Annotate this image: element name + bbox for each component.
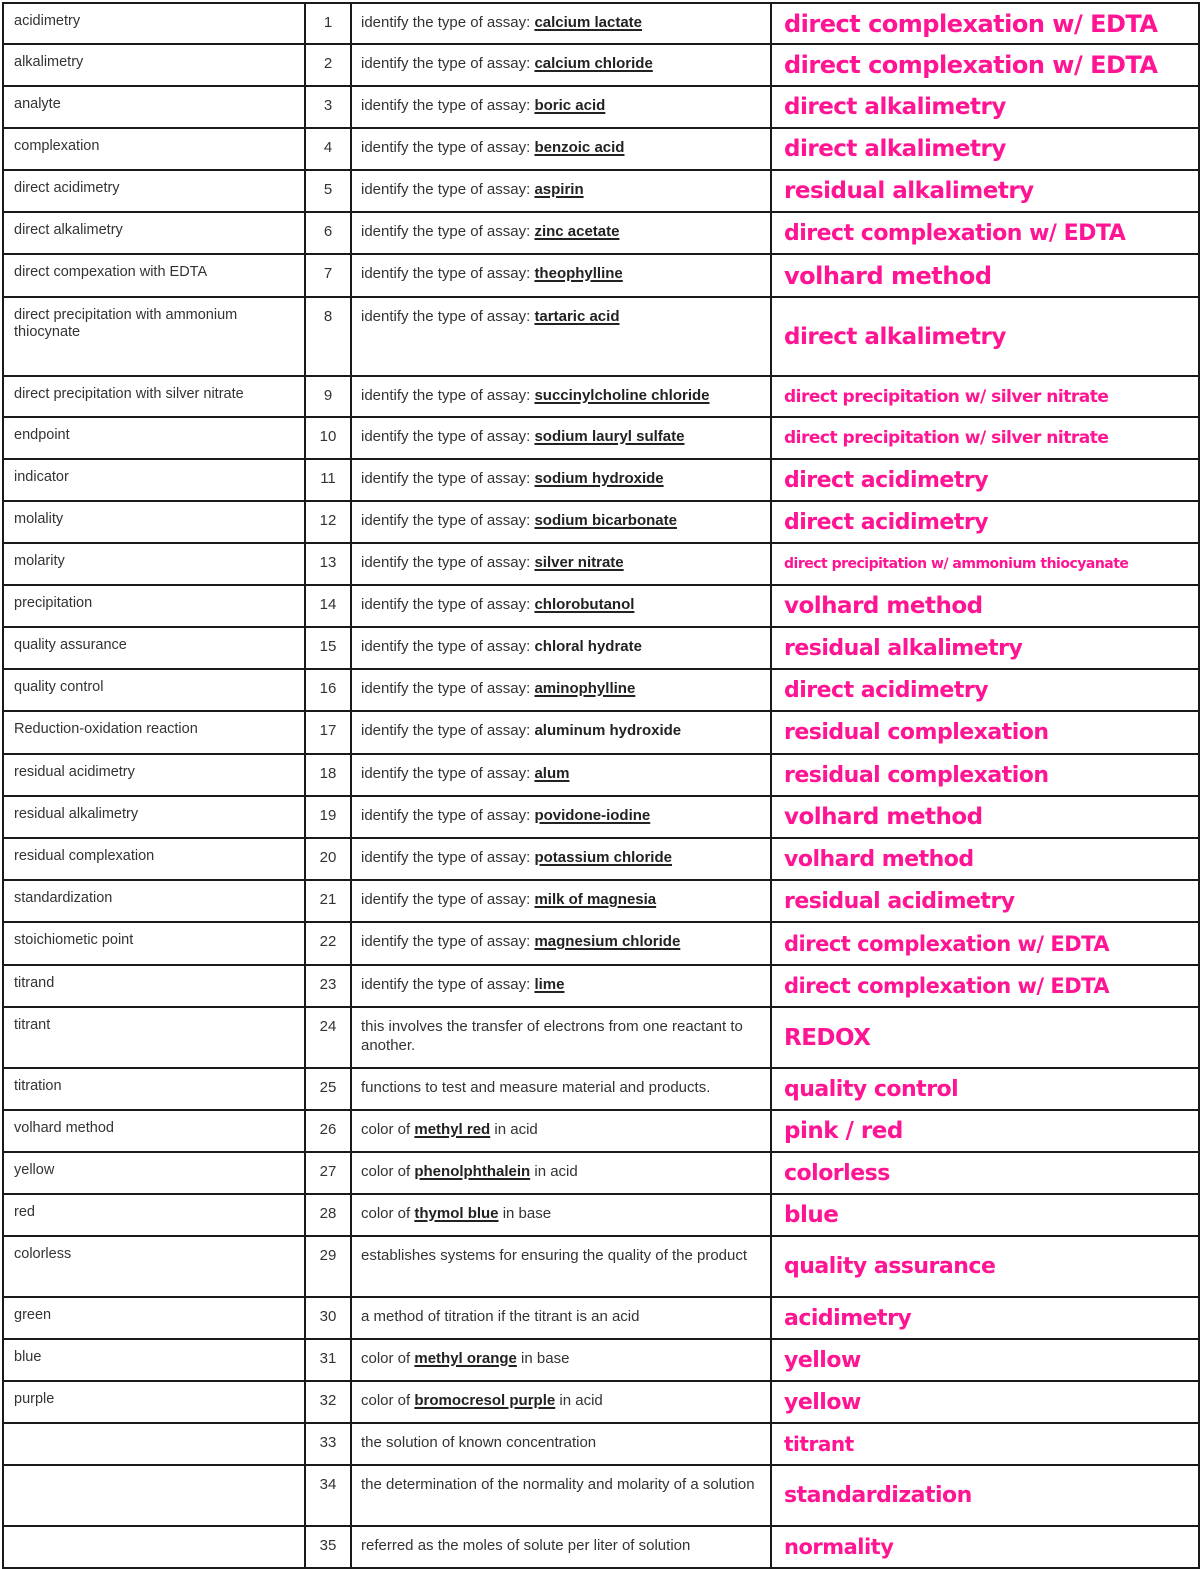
number-cell: 30	[305, 1297, 351, 1339]
question-text: identify the type of assay:	[361, 554, 535, 571]
table-row	[3, 838, 1199, 880]
question-keyword: lime	[534, 976, 565, 993]
question-keyword: sodium bicarbonate	[534, 512, 677, 529]
number-cell: 17	[305, 711, 351, 754]
table-row	[3, 86, 1199, 128]
handwritten-answer: direct alkalimetry	[771, 86, 1199, 128]
number-cell: 27	[305, 1152, 351, 1194]
question-text: color of	[361, 1121, 415, 1138]
question-suffix: in base	[516, 1350, 570, 1367]
question-keyword: benzoic acid	[534, 139, 625, 156]
handwritten-answer: quality control	[771, 1068, 1199, 1110]
question-keyword: sodium lauryl sulfate	[534, 428, 685, 445]
table-row	[3, 880, 1199, 922]
question-keyword: succinylcholine chloride	[534, 387, 710, 404]
question-suffix: in acid	[555, 1392, 603, 1409]
question-cell	[351, 1526, 771, 1568]
question-text: identify the type of assay:	[361, 14, 535, 31]
question-keyword: silver nitrate	[534, 554, 624, 571]
question-cell	[351, 417, 771, 459]
handwritten-answer: yellow	[771, 1381, 1199, 1423]
question-keyword: aspirin	[534, 181, 584, 198]
question-cell	[351, 44, 771, 86]
table-row	[3, 3, 1199, 44]
question-cell	[351, 170, 771, 212]
handwritten-answer: volhard method	[771, 796, 1199, 838]
table-row	[3, 417, 1199, 459]
question-cell	[351, 1297, 771, 1339]
question-text: identify the type of assay:	[361, 387, 535, 404]
handwritten-answer: titrant	[771, 1423, 1199, 1465]
handwritten-answer: yellow	[771, 1339, 1199, 1381]
question-cell	[351, 212, 771, 254]
question-cell	[351, 543, 771, 585]
handwritten-answer: direct precipitation w/ ammonium thiocyanate	[771, 543, 1199, 585]
term-cell: titrand	[3, 965, 305, 1007]
question-text: identify the type of assay:	[361, 470, 535, 487]
term-cell: stoichiometic point	[3, 922, 305, 965]
number-cell: 1	[305, 3, 351, 44]
table-row	[3, 754, 1199, 796]
question-cell	[351, 711, 771, 754]
handwritten-answer: direct complexation w/ EDTA	[771, 965, 1199, 1007]
table-row	[3, 212, 1199, 254]
question-cell	[351, 1465, 771, 1526]
table-row	[3, 170, 1199, 212]
number-cell: 8	[305, 297, 351, 376]
handwritten-answer: direct precipitation w/ silver nitrate	[771, 376, 1199, 417]
number-cell: 13	[305, 543, 351, 585]
question-cell	[351, 459, 771, 501]
term-cell	[3, 1465, 305, 1526]
number-cell: 24	[305, 1007, 351, 1068]
question-text: color of	[361, 1205, 415, 1222]
question-text: identify the type of assay:	[361, 265, 535, 282]
number-cell: 3	[305, 86, 351, 128]
question-text: establishes systems for ensuring the quality of the product	[361, 1247, 748, 1264]
question-text: identify the type of assay:	[361, 97, 535, 114]
table-row	[3, 796, 1199, 838]
table-row	[3, 922, 1199, 965]
handwritten-answer: residual alkalimetry	[771, 170, 1199, 212]
question-keyword: aluminum hydroxide	[534, 722, 682, 739]
table-row	[3, 501, 1199, 543]
table-row	[3, 1007, 1199, 1068]
question-keyword: aminophylline	[534, 680, 636, 697]
question-text: identify the type of assay:	[361, 722, 535, 739]
question-keyword: chloral hydrate	[534, 638, 642, 655]
term-cell: analyte	[3, 86, 305, 128]
question-text: identify the type of assay:	[361, 891, 535, 908]
number-cell: 18	[305, 754, 351, 796]
number-cell: 32	[305, 1381, 351, 1423]
handwritten-answer: direct acidimetry	[771, 459, 1199, 501]
question-text: identify the type of assay:	[361, 139, 535, 156]
question-cell	[351, 501, 771, 543]
question-keyword: chlorobutanol	[534, 596, 635, 613]
question-text: identify the type of assay:	[361, 512, 535, 529]
term-cell: red	[3, 1194, 305, 1236]
table-row	[3, 711, 1199, 754]
term-cell: quality assurance	[3, 627, 305, 669]
number-cell: 25	[305, 1068, 351, 1110]
table-row	[3, 254, 1199, 297]
handwritten-answer: residual complexation	[771, 711, 1199, 754]
question-suffix: in acid	[530, 1163, 578, 1180]
table-row	[3, 1297, 1199, 1339]
question-text: color of	[361, 1163, 415, 1180]
table-row	[3, 376, 1199, 417]
table-row	[3, 44, 1199, 86]
handwritten-answer: volhard method	[771, 254, 1199, 297]
question-keyword: phenolphthalein	[414, 1163, 531, 1180]
table-row	[3, 543, 1199, 585]
number-cell: 14	[305, 585, 351, 627]
question-text: identify the type of assay:	[361, 680, 535, 697]
question-keyword: potassium chloride	[534, 849, 672, 866]
table-row	[3, 1110, 1199, 1152]
question-cell	[351, 297, 771, 376]
question-suffix: in acid	[490, 1121, 538, 1138]
handwritten-answer: standardization	[771, 1465, 1199, 1526]
question-cell	[351, 965, 771, 1007]
number-cell: 28	[305, 1194, 351, 1236]
handwritten-answer: volhard method	[771, 585, 1199, 627]
question-text: color of	[361, 1350, 415, 1367]
number-cell: 20	[305, 838, 351, 880]
term-cell: blue	[3, 1339, 305, 1381]
handwritten-answer: residual complexation	[771, 754, 1199, 796]
table-row	[3, 585, 1199, 627]
question-text: identify the type of assay:	[361, 765, 535, 782]
term-cell: Reduction-oxidation reaction	[3, 711, 305, 754]
table-row	[3, 1465, 1199, 1526]
question-cell	[351, 86, 771, 128]
handwritten-answer: residual acidimetry	[771, 880, 1199, 922]
table-row	[3, 627, 1199, 669]
question-cell	[351, 669, 771, 711]
question-cell	[351, 3, 771, 44]
term-cell: standardization	[3, 880, 305, 922]
handwritten-answer: direct complexation w/ EDTA	[771, 212, 1199, 254]
table-row	[3, 1152, 1199, 1194]
number-cell: 34	[305, 1465, 351, 1526]
question-keyword: methyl red	[414, 1121, 491, 1138]
table-row	[3, 1339, 1199, 1381]
question-keyword: methyl orange	[414, 1350, 517, 1367]
number-cell: 29	[305, 1236, 351, 1297]
term-cell: precipitation	[3, 585, 305, 627]
term-cell: indicator	[3, 459, 305, 501]
question-keyword: theophylline	[534, 265, 623, 282]
worksheet-body	[3, 3, 1199, 1568]
number-cell: 31	[305, 1339, 351, 1381]
question-text: identify the type of assay:	[361, 428, 535, 445]
table-row	[3, 297, 1199, 376]
handwritten-answer: residual alkalimetry	[771, 627, 1199, 669]
term-cell: residual acidimetry	[3, 754, 305, 796]
question-cell	[351, 796, 771, 838]
term-cell: purple	[3, 1381, 305, 1423]
question-keyword: bromocresol purple	[414, 1392, 556, 1409]
question-cell	[351, 922, 771, 965]
term-cell	[3, 1526, 305, 1568]
table-row	[3, 1068, 1199, 1110]
question-text: this involves the transfer of electrons from one reactant to another.	[361, 1018, 743, 1054]
table-row	[3, 1423, 1199, 1465]
question-text: identify the type of assay:	[361, 55, 535, 72]
number-cell: 19	[305, 796, 351, 838]
question-cell	[351, 1423, 771, 1465]
term-cell: direct precipitation with silver nitrate	[3, 376, 305, 417]
question-keyword: alum	[534, 765, 570, 782]
question-text: identify the type of assay:	[361, 638, 535, 655]
question-cell	[351, 585, 771, 627]
question-keyword: tartaric acid	[534, 308, 620, 325]
question-cell	[351, 1381, 771, 1423]
term-cell: colorless	[3, 1236, 305, 1297]
question-text: color of	[361, 1392, 415, 1409]
term-cell: alkalimetry	[3, 44, 305, 86]
question-cell	[351, 1152, 771, 1194]
term-cell: direct alkalimetry	[3, 212, 305, 254]
question-text: identify the type of assay:	[361, 308, 535, 325]
question-text: identify the type of assay:	[361, 596, 535, 613]
term-cell: residual alkalimetry	[3, 796, 305, 838]
question-cell	[351, 1110, 771, 1152]
question-text: identify the type of assay:	[361, 849, 535, 866]
number-cell: 21	[305, 880, 351, 922]
number-cell: 7	[305, 254, 351, 297]
handwritten-answer: direct alkalimetry	[771, 128, 1199, 170]
question-text: identify the type of assay:	[361, 807, 535, 824]
term-cell: volhard method	[3, 1110, 305, 1152]
question-text: functions to test and measure material and products.	[361, 1079, 711, 1096]
question-cell	[351, 1339, 771, 1381]
term-cell: direct compexation with EDTA	[3, 254, 305, 297]
question-keyword: zinc acetate	[534, 223, 620, 240]
term-cell: yellow	[3, 1152, 305, 1194]
handwritten-answer: blue	[771, 1194, 1199, 1236]
number-cell: 9	[305, 376, 351, 417]
question-text: identify the type of assay:	[361, 181, 535, 198]
number-cell: 5	[305, 170, 351, 212]
question-keyword: boric acid	[534, 97, 606, 114]
number-cell: 4	[305, 128, 351, 170]
handwritten-answer: direct complexation w/ EDTA	[771, 922, 1199, 965]
term-cell: molality	[3, 501, 305, 543]
number-cell: 23	[305, 965, 351, 1007]
term-cell: direct acidimetry	[3, 170, 305, 212]
question-text: the determination of the normality and molarity of a solution	[361, 1476, 755, 1493]
question-keyword: calcium chloride	[534, 55, 653, 72]
table-row	[3, 669, 1199, 711]
question-text: identify the type of assay:	[361, 976, 535, 993]
handwritten-answer: quality assurance	[771, 1236, 1199, 1297]
term-cell: titrant	[3, 1007, 305, 1068]
number-cell: 33	[305, 1423, 351, 1465]
question-text: a method of titration if the titrant is an acid	[361, 1308, 640, 1325]
term-cell: titration	[3, 1068, 305, 1110]
question-cell	[351, 376, 771, 417]
question-keyword: calcium lactate	[534, 14, 642, 31]
number-cell: 11	[305, 459, 351, 501]
table-row	[3, 1236, 1199, 1297]
question-keyword: thymol blue	[414, 1205, 499, 1222]
handwritten-answer: REDOX	[771, 1007, 1199, 1068]
table-row	[3, 1194, 1199, 1236]
number-cell: 6	[305, 212, 351, 254]
number-cell: 22	[305, 922, 351, 965]
table-row	[3, 459, 1199, 501]
handwritten-answer: direct complexation w/ EDTA	[771, 3, 1199, 44]
term-cell: green	[3, 1297, 305, 1339]
term-cell: complexation	[3, 128, 305, 170]
question-text: referred as the moles of solute per liter of solution	[361, 1537, 691, 1554]
number-cell: 15	[305, 627, 351, 669]
number-cell: 2	[305, 44, 351, 86]
question-cell	[351, 128, 771, 170]
question-cell	[351, 838, 771, 880]
term-cell: endpoint	[3, 417, 305, 459]
number-cell: 16	[305, 669, 351, 711]
question-cell	[351, 254, 771, 297]
number-cell: 10	[305, 417, 351, 459]
handwritten-answer: direct acidimetry	[771, 501, 1199, 543]
table-row	[3, 965, 1199, 1007]
number-cell: 26	[305, 1110, 351, 1152]
handwritten-answer: volhard method	[771, 838, 1199, 880]
handwritten-answer: direct complexation w/ EDTA	[771, 44, 1199, 86]
question-keyword: milk of magnesia	[534, 891, 657, 908]
question-text: identify the type of assay:	[361, 223, 535, 240]
term-cell: direct precipitation with ammonium thiocynate	[3, 297, 305, 376]
question-text: identify the type of assay:	[361, 933, 535, 950]
handwritten-answer: colorless	[771, 1152, 1199, 1194]
question-cell	[351, 1068, 771, 1110]
question-cell	[351, 754, 771, 796]
term-cell: residual complexation	[3, 838, 305, 880]
question-cell	[351, 627, 771, 669]
term-cell: quality control	[3, 669, 305, 711]
question-keyword: povidone-iodine	[534, 807, 651, 824]
question-text: the solution of known concentration	[361, 1434, 597, 1451]
number-cell: 35	[305, 1526, 351, 1568]
question-cell	[351, 1236, 771, 1297]
question-keyword: magnesium chloride	[534, 933, 681, 950]
table-row	[3, 1381, 1199, 1423]
worksheet-table	[2, 2, 1200, 1569]
term-cell: molarity	[3, 543, 305, 585]
question-cell	[351, 1194, 771, 1236]
handwritten-answer: direct alkalimetry	[771, 297, 1199, 376]
handwritten-answer: acidimetry	[771, 1297, 1199, 1339]
handwritten-answer: pink / red	[771, 1110, 1199, 1152]
question-cell	[351, 1007, 771, 1068]
question-keyword: sodium hydroxide	[534, 470, 664, 487]
number-cell: 12	[305, 501, 351, 543]
handwritten-answer: direct acidimetry	[771, 669, 1199, 711]
table-row	[3, 1526, 1199, 1568]
question-cell	[351, 880, 771, 922]
term-cell	[3, 1423, 305, 1465]
question-suffix: in base	[498, 1205, 552, 1222]
handwritten-answer: direct precipitation w/ silver nitrate	[771, 417, 1199, 459]
table-row	[3, 128, 1199, 170]
term-cell: acidimetry	[3, 3, 305, 44]
handwritten-answer: normality	[771, 1526, 1199, 1568]
